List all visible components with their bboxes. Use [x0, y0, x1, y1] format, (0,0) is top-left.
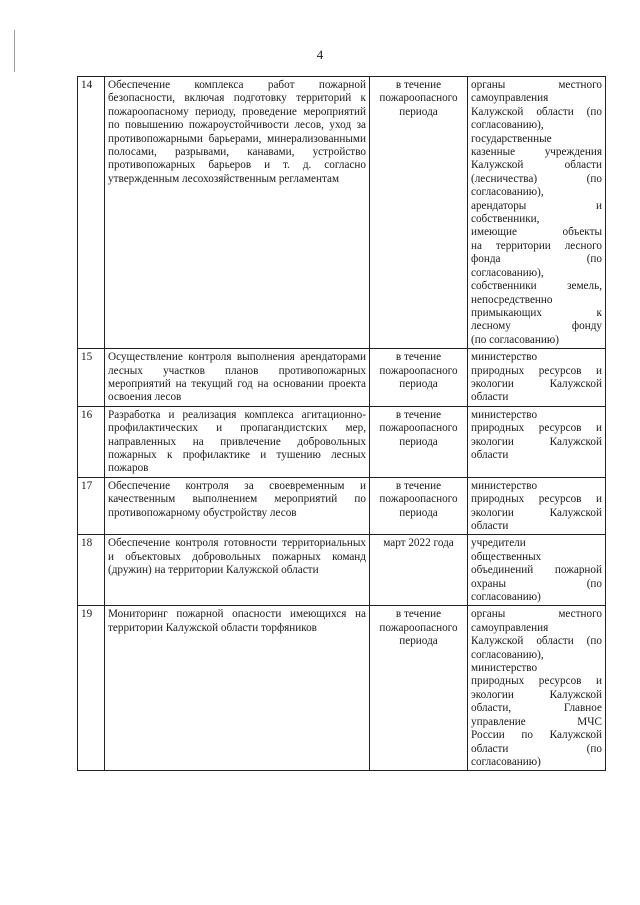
- responsible-line: примыкающих к: [471, 306, 602, 319]
- responsible-line: согласованию),: [471, 266, 544, 279]
- responsible-line: казенные учреждения: [471, 146, 602, 159]
- responsible-line: (лесничества) (по: [471, 172, 602, 185]
- table-row: [78, 477, 606, 535]
- responsible-line: министерство: [471, 408, 538, 421]
- responsible-line: согласованию),: [471, 648, 544, 661]
- responsible-line: Калужской области: [471, 159, 602, 172]
- responsible-line: экологии Калужской: [471, 506, 602, 519]
- responsible-parties: [468, 406, 606, 477]
- responsible-line: управление МЧС: [471, 715, 602, 728]
- measure-deadline: в течение пожароопасного периода: [370, 477, 468, 535]
- responsible-line: самоуправления: [471, 621, 549, 634]
- responsible-line: охраны (по: [471, 577, 602, 590]
- measure-deadline: в течение пожароопасного периода: [370, 77, 468, 349]
- responsible-line: министерство: [471, 662, 538, 675]
- responsible-line: Калужской области (по: [471, 105, 602, 118]
- measure-description: Осуществление контроля выполнения арендаторами лесных участков планов противопожарных мероприятий на текущий год на основании проекта освоения лесов: [105, 349, 370, 407]
- measures-table: [77, 76, 606, 771]
- responsible-line: экологии Калужской: [471, 688, 602, 701]
- responsible-line: согласованию),: [471, 186, 544, 199]
- row-number: 16: [78, 406, 105, 477]
- responsible-line: непосредственно: [471, 293, 553, 306]
- measure-deadline: в течение пожароопасного периода: [370, 349, 468, 407]
- responsible-line: министерство: [471, 351, 538, 364]
- responsible-parties: [468, 535, 606, 606]
- measure-description: Обеспечение контроля готовности территориальных и объектовых добровольных пожарных команд (дружин) на территории Калужской области: [105, 535, 370, 606]
- measure-description: Обеспечение комплекса работ пожарной безопасности, включая подготовку территорий к пожароопасному периоду, проведение мероприятий по повышению пожароустойчивости лесов, уход за противопожарными барьерами, минерализованными полосами, разрывами, канавами, устройство противопожарных барьеров и т. д. согласно утвержденным лесохозяйственным регламентам: [105, 77, 370, 349]
- page-number: 4: [316, 47, 324, 62]
- responsible-parties: [468, 77, 606, 349]
- measure-deadline: март 2022 года: [370, 535, 468, 606]
- responsible-line: государственные: [471, 132, 552, 145]
- row-number: 19: [78, 606, 105, 771]
- responsible-line: арендаторы и: [471, 199, 602, 212]
- responsible-line: фонда (по: [471, 253, 602, 266]
- row-number: 14: [78, 77, 105, 349]
- table-row: [78, 535, 606, 606]
- responsible-line: самоуправления: [471, 92, 549, 105]
- responsible-line: органы местного: [471, 79, 602, 91]
- table-row: [78, 77, 606, 349]
- measure-deadline: в течение пожароопасного периода: [370, 406, 468, 477]
- responsible-line: области, Главное: [471, 702, 602, 715]
- responsible-line: области: [471, 520, 509, 532]
- responsible-parties: [468, 606, 606, 771]
- responsible-line: собственники,: [471, 213, 540, 226]
- responsible-line: экологии Калужской: [471, 435, 602, 448]
- responsible-line: общественных: [471, 550, 542, 563]
- responsible-line: имеющие объекты: [471, 226, 602, 239]
- responsible-parties: [468, 349, 606, 407]
- responsible-line: органы местного: [471, 608, 602, 621]
- responsible-line: экологии Калужской: [471, 377, 602, 390]
- responsible-line: природных ресурсов и: [471, 675, 602, 688]
- measure-description: Обеспечение контроля за своевременным и качественным выполнением мероприятий по противопожарному обустройству лесов: [105, 477, 370, 535]
- responsible-line: природных ресурсов и: [471, 422, 602, 435]
- responsible-line: на территории лесного: [471, 239, 602, 252]
- row-number: 18: [78, 535, 105, 606]
- responsible-line: Калужской области (по: [471, 635, 602, 648]
- responsible-line: (по согласованию): [471, 333, 559, 346]
- responsible-line: согласованию): [471, 591, 541, 604]
- responsible-line: природных ресурсов и: [471, 364, 602, 377]
- responsible-line: природных ресурсов и: [471, 493, 602, 506]
- responsible-parties: [468, 477, 606, 535]
- responsible-line: лесному фонду: [471, 320, 602, 333]
- measure-description: Разработка и реализация комплекса агитационно-профилактических и пропагандистских мер, направленных на привлечение добровольных пожарных к профилактике и тушению лесных пожаров: [105, 406, 370, 477]
- table-row: [78, 349, 606, 407]
- responsible-line: учредители: [471, 537, 526, 550]
- measures-table-body: [78, 77, 606, 771]
- measure-deadline: в течение пожароопасного периода: [370, 606, 468, 771]
- measure-description: Мониторинг пожарной опасности имеющихся на территории Калужской области торфяников: [105, 606, 370, 771]
- responsible-line: области: [471, 448, 509, 461]
- table-row: [78, 606, 606, 771]
- responsible-line: министерство: [471, 479, 538, 492]
- table-row: [78, 406, 606, 477]
- responsible-line: согласованию): [471, 755, 541, 768]
- responsible-line: России по Калужской: [471, 729, 602, 742]
- row-number: 15: [78, 349, 105, 407]
- responsible-line: согласованию),: [471, 119, 544, 132]
- responsible-line: области: [471, 391, 509, 404]
- responsible-line: собственники земель,: [471, 280, 602, 293]
- responsible-line: объединений пожарной: [471, 564, 602, 577]
- row-number: 17: [78, 477, 105, 535]
- responsible-line: области (по: [471, 742, 602, 755]
